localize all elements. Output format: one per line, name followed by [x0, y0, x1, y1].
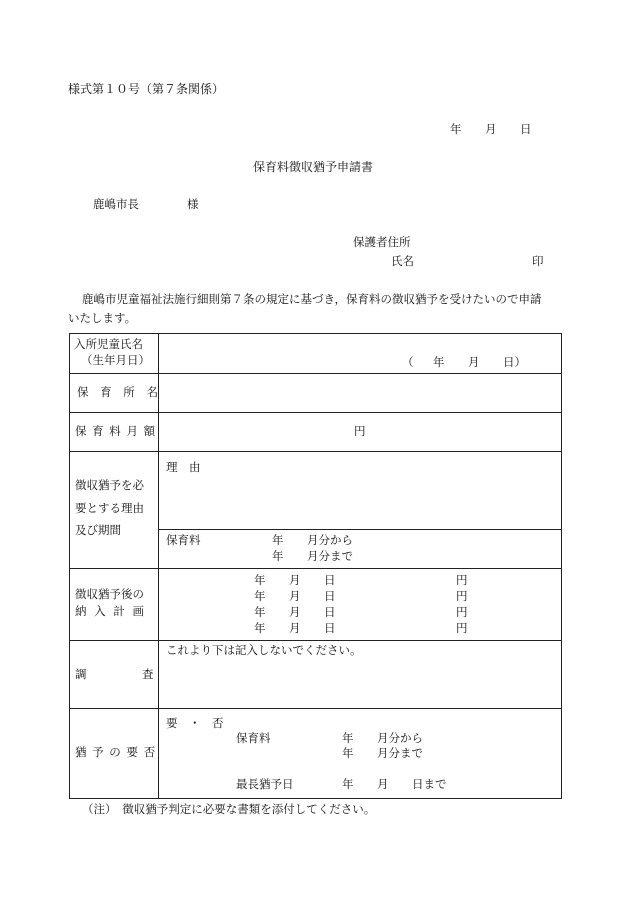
period-to: 月分まで: [307, 549, 353, 563]
plan-day: 日: [324, 573, 336, 587]
row-child-name: [70, 334, 562, 374]
nursery-label: 保 育 所 名: [77, 385, 162, 399]
row-monthly-fee: [70, 413, 562, 452]
decision-to: 月分まで: [377, 746, 423, 760]
decision-label: 猶 予 の 要 否: [75, 745, 157, 759]
period-fee-label: 保育料: [166, 533, 201, 547]
plan-yen: 円: [456, 621, 468, 635]
row-decision: [70, 709, 562, 799]
row-payment-plan: [70, 569, 562, 641]
fee-unit: 円: [354, 424, 366, 438]
reason-label-2: 要とする理由: [75, 501, 144, 515]
applicant-name-label: 氏名: [391, 254, 414, 268]
reason-field[interactable]: [159, 452, 562, 530]
form-number: 様式第１０号（第７条関係）: [68, 82, 225, 96]
decision-year-1: 年: [342, 731, 354, 745]
max-year: 年: [342, 777, 354, 791]
survey-field: [159, 641, 562, 709]
reason-sub-label: 理 由: [166, 460, 201, 474]
addressee-suffix: 様: [187, 197, 199, 211]
office-use-note: これより下は記入しないでください。: [166, 643, 362, 657]
addressee: 鹿嶋市長: [93, 197, 139, 211]
plan-yen: 円: [456, 605, 468, 619]
period-year-1: 年: [272, 533, 284, 547]
fee-label-cell: [70, 413, 159, 452]
row-nursery-name: [70, 374, 562, 413]
plan-month: 月: [289, 605, 301, 619]
plan-month: 月: [289, 589, 301, 603]
reason-label-1: 徴収猶予を必: [75, 478, 144, 492]
plan-year: 年: [254, 573, 266, 587]
decision-from: 月分から: [377, 731, 423, 745]
plan-year: 年: [254, 621, 266, 635]
period-year-2: 年: [272, 549, 284, 563]
survey-label-1: 調: [75, 667, 87, 681]
nursery-name-field[interactable]: [159, 374, 562, 413]
max-deferral-label: 最長猶予日: [236, 777, 294, 791]
plan-label-cell: [70, 569, 159, 641]
survey-label-cell: [70, 641, 159, 709]
monthly-fee-field[interactable]: [159, 413, 562, 452]
plan-day: 日: [324, 605, 336, 619]
date-month-label: 月: [485, 122, 497, 136]
row-survey: [70, 641, 562, 709]
nursery-label-cell: [70, 374, 162, 413]
child-name-label: 入所児童氏名: [74, 337, 143, 351]
birth-year-label: 年: [433, 355, 445, 369]
applicant-address-label: 保護者住所: [353, 235, 411, 249]
footnote: （注） 徴収猶予判定に必要な書類を添付してください。: [82, 802, 376, 816]
child-name-label-cell: [70, 334, 159, 374]
survey-label-2: 査: [142, 667, 154, 681]
application-table: [69, 333, 562, 799]
yes-no-choice: 要 ・ 否: [166, 716, 224, 730]
plan-day: 日: [324, 621, 336, 635]
period-from: 月分から: [307, 533, 353, 547]
decision-field: [159, 709, 562, 799]
child-name-field[interactable]: [159, 334, 562, 374]
reason-label-cell: [70, 452, 159, 569]
plan-yen: 円: [456, 589, 468, 603]
period-field[interactable]: [159, 530, 562, 569]
plan-label-2: 納 入 計 画: [75, 604, 146, 618]
date-year-label: 年: [450, 122, 462, 136]
plan-year: 年: [254, 589, 266, 603]
max-until: 日まで: [412, 777, 447, 791]
fee-label: 保 育 料 月 額: [75, 424, 157, 438]
intro-line-2: いたします。: [68, 311, 137, 325]
birth-day-label: 日）: [503, 355, 526, 369]
plan-yen: 円: [456, 573, 468, 587]
plan-label-1: 徴収猶予後の: [75, 587, 144, 601]
seal-label: 印: [532, 254, 544, 268]
max-month: 月: [377, 777, 389, 791]
birth-month-label: 月: [468, 355, 480, 369]
date-day-label: 日: [520, 122, 532, 136]
decision-fee-label: 保育料: [236, 731, 271, 745]
intro-line-1: 鹿嶋市児童福祉法施行細則第７条の規定に基づき，保育料の徴収猶予を受けたいので申請: [82, 292, 542, 306]
plan-year: 年: [254, 605, 266, 619]
reason-label-3: 及び期間: [75, 523, 121, 537]
decision-year-2: 年: [342, 746, 354, 760]
decision-label-cell: [70, 709, 159, 799]
plan-month: 月: [289, 573, 301, 587]
payment-plan-field[interactable]: [159, 569, 562, 641]
row-reason: [70, 452, 562, 530]
birth-open-paren: （: [402, 355, 414, 369]
plan-month: 月: [289, 621, 301, 635]
birthdate-label: （生年月日）: [81, 353, 150, 367]
plan-day: 日: [324, 589, 336, 603]
document-title: 保育料徴収猶予申請書: [253, 160, 374, 174]
